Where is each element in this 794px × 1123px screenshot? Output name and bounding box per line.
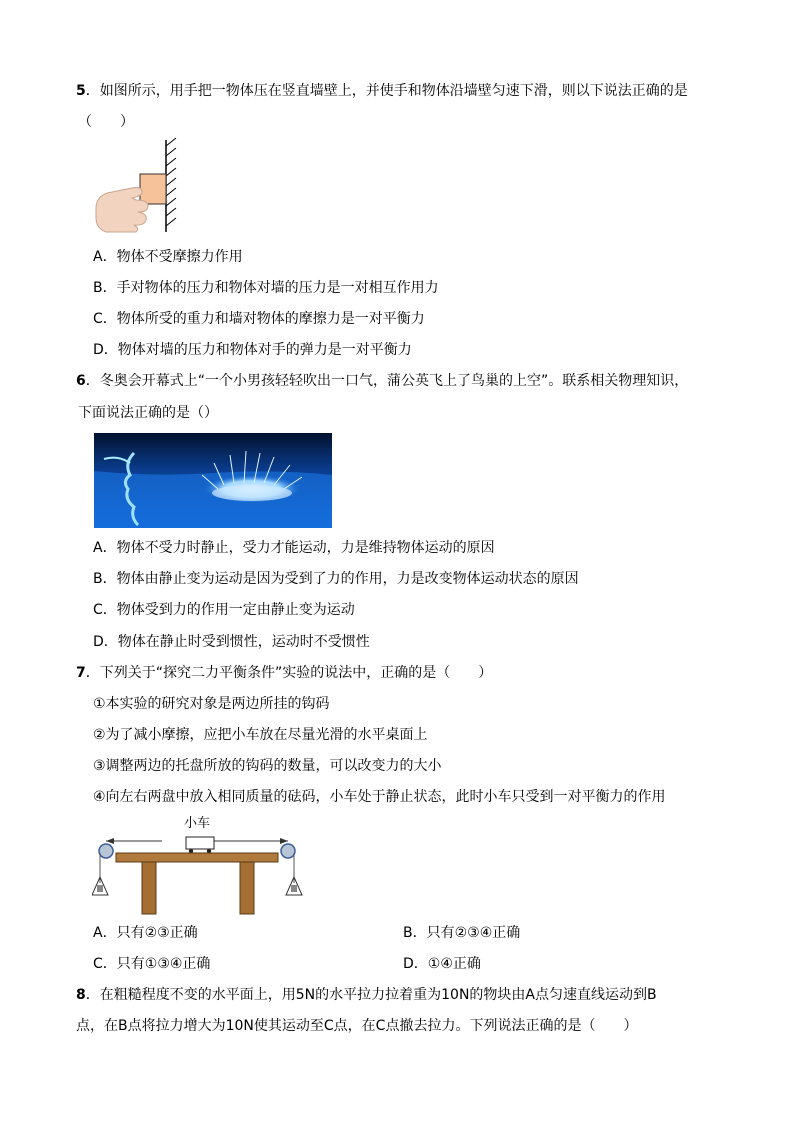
q7-statement-1: ①本实验的研究对象是两边所挂的钩码 <box>93 696 330 712</box>
olympics-dandelion-photo <box>94 433 332 528</box>
q8-line1 <box>76 985 657 1005</box>
q5-option-b: B．手对物体的压力和物体对墙的压力是一对相互作用力 <box>93 280 439 296</box>
q7-statement-3: ③调整两边的托盘所放的钩码的数量，可以改变力的大小 <box>93 758 442 774</box>
q7-option-b: B．只有②③④正确 <box>403 925 521 941</box>
q6-option-d: D．物体在静止时受到惯性，运动时不受惯性 <box>93 634 370 650</box>
q8-number: 8 <box>76 987 86 1003</box>
cart-label: 小车 <box>184 816 211 831</box>
q7-option-c: C．只有①③④正确 <box>93 956 211 972</box>
q6-option-c: C．物体受到力的作用一定由静止变为运动 <box>93 602 355 618</box>
q8-line2: 点，在B点将拉力增大为10N使其运动至C点，在C点撤去拉力。下列说法正确的是（ ） <box>76 1018 638 1034</box>
q6-line1 <box>76 371 688 391</box>
q5-option-d: D．物体对墙的压力和物体对手的弹力是一对平衡力 <box>93 342 412 358</box>
q5-line1 <box>76 81 688 101</box>
balance-experiment-figure <box>92 815 306 917</box>
q6-option-a: A．物体不受力时静止，受力才能运动，力是维持物体运动的原因 <box>93 540 495 556</box>
q7-line1 <box>76 663 492 683</box>
q7-option-d: D．①④正确 <box>403 956 481 972</box>
q7-statement-4: ④向左右两盘中放入相同质量的砝码，小车处于静止状态，此时小车只受到一对平衡力的作用 <box>93 789 666 805</box>
q5-option-a: A．物体不受摩擦力作用 <box>93 249 243 265</box>
q6-number: 6 <box>76 373 86 389</box>
q7-option-a: A．只有②③正确 <box>93 925 198 941</box>
q7-number: 7 <box>76 665 86 681</box>
q5-number: 5 <box>76 83 86 99</box>
q7-stem: ．下列关于“探究二力平衡条件”实验的说法中，正确的是（ ） <box>85 665 493 681</box>
q5-line2: （ ） <box>78 114 134 130</box>
q6-stem: ．冬奥会开幕式上“一个小男孩轻轻吹出一口气，蒲公英飞上了鸟巢的上空”。联系相关物理知识， <box>85 373 689 389</box>
q7-statement-2: ②为了减小摩擦，应把小车放在尽量光滑的水平桌面上 <box>93 727 428 743</box>
q8-stem: ．在粗糙程度不变的水平面上，用5N的水平拉力拉着重为10N的物块由A点匀速直线运动到B <box>85 987 657 1003</box>
q6-line2: 下面说法正确的是（） <box>78 405 218 421</box>
q5-stem: ．如图所示，用手把一物体压在竖直墙壁上，并使手和物体沿墙壁匀速下滑，则以下说法正确的是 <box>85 83 688 99</box>
q5-option-c: C．物体所受的重力和墙对物体的摩擦力是一对平衡力 <box>93 311 425 327</box>
q6-option-b: B．物体由静止变为运动是因为受到了力的作用，力是改变物体运动状态的原因 <box>93 571 579 587</box>
hand-pushing-block-figure <box>92 138 188 234</box>
